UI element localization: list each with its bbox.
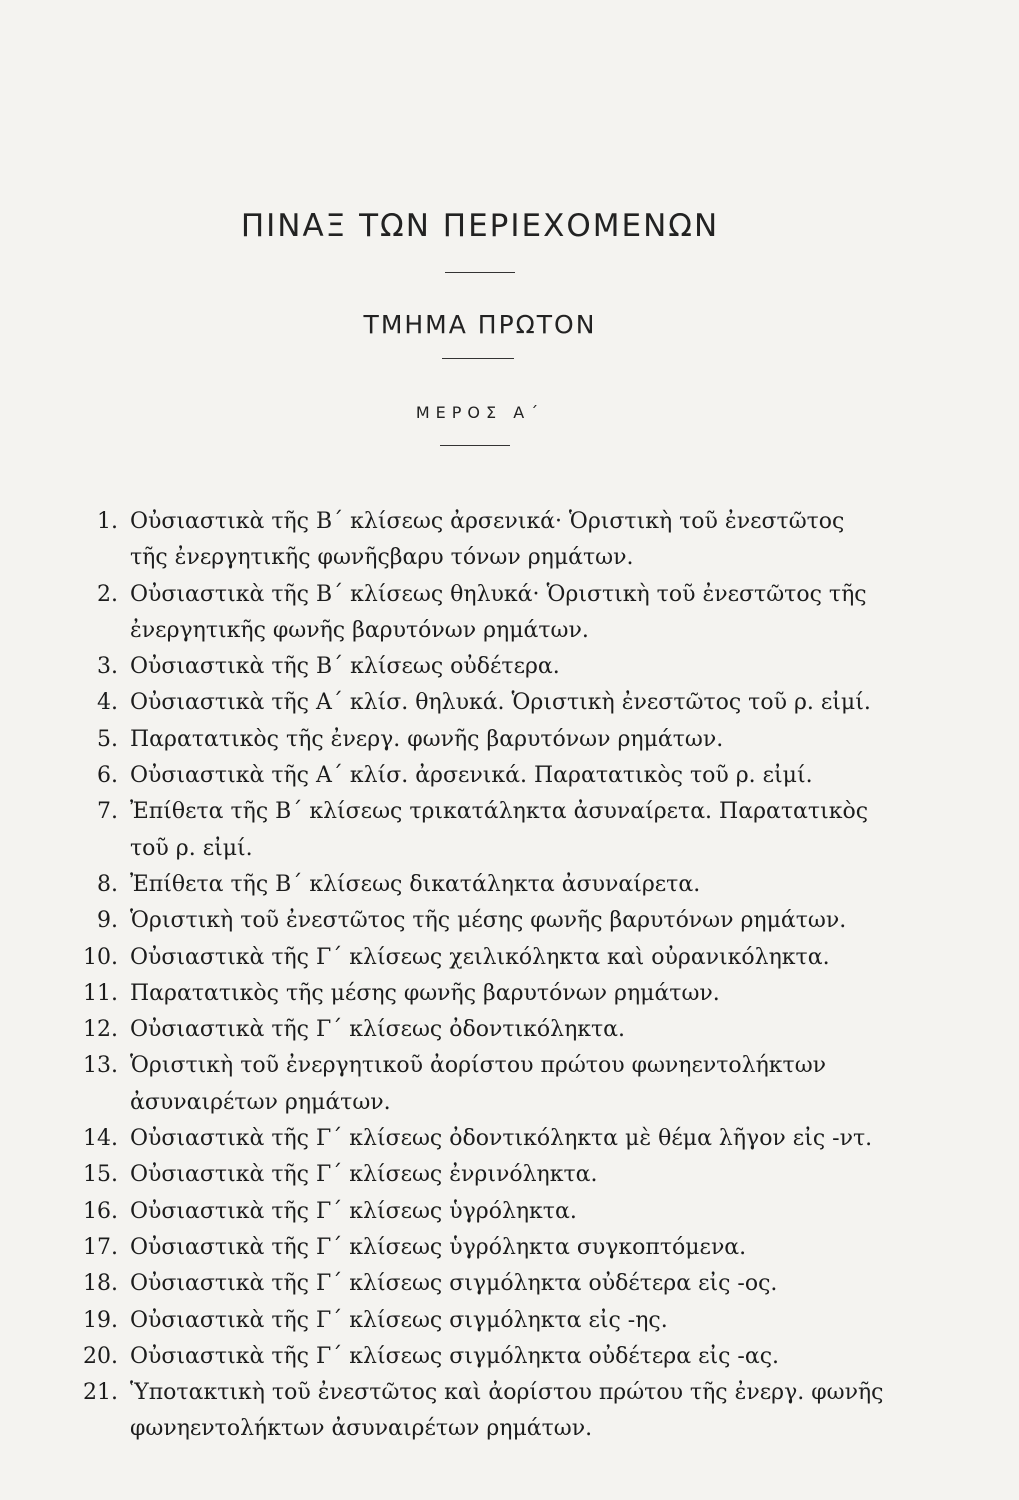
toc-line <box>0 1375 1019 1411</box>
toc-line <box>0 613 1019 649</box>
toc-entry-title: Οὐσιαστικὰ τῆς Β΄ κλίσεως ἀρσενικά· Ὁριστικὴ τοῦ ἐνεστῶτος <box>130 509 845 534</box>
toc-entry <box>0 1194 1019 1230</box>
toc-entry-title: Ὑποτακτικὴ τοῦ ἐνεστῶτος καὶ ἀορίστου πρώτου τῆς ἐνεργ. φωνῆς <box>130 1380 884 1406</box>
toc-line <box>0 940 1019 976</box>
toc-entry-continuation: φωνηεντολήκτων ἀσυναιρέτων ρημάτων. <box>130 1416 593 1442</box>
toc-entry <box>0 1048 1019 1121</box>
toc-line <box>0 758 1019 794</box>
toc-entry-number: 11. <box>83 980 118 1006</box>
toc-entry-title: Οὐσιαστικὰ τῆς Β΄ κλίσεως οὐδέτερα. <box>130 654 560 680</box>
toc-entry <box>0 577 1019 650</box>
toc-entry-number: 14. <box>83 1126 118 1152</box>
toc-entry-continuation: ἐνεργητικῆς φωνῆς βαρυτόνων ρημάτων. <box>130 617 589 643</box>
toc-entry-number: 18. <box>83 1271 118 1297</box>
toc-line <box>0 1048 1019 1084</box>
toc-entry-number: 19. <box>83 1307 118 1333</box>
toc-entry-number: 5. <box>97 726 118 752</box>
toc-entry-title: Οὐσιαστικὰ τῆς Γ΄ κλίσεως σιγμόληκτα εἰς -ης. <box>130 1307 668 1333</box>
toc-entry-title: Ἐπίθετα τῆς Β΄ κλίσεως δικατάληκτα ἀσυναίρετα. <box>130 871 701 897</box>
toc-line <box>0 1411 1019 1447</box>
toc-entry-number: 10. <box>83 944 118 970</box>
toc-entry-number: 2. <box>97 581 118 607</box>
toc-entry-continuation: τῆς ἐνεργητικῆς φωνῆςβαρυ τόνων ρημάτων. <box>130 545 634 571</box>
toc-entry-number: 1. <box>97 509 118 534</box>
toc-line <box>0 1157 1019 1193</box>
toc-line <box>0 794 1019 830</box>
toc-line <box>0 1194 1019 1230</box>
toc-entry-number: 6. <box>97 763 118 789</box>
table-of-contents <box>0 504 1019 1448</box>
toc-entry-number: 21. <box>83 1380 118 1406</box>
toc-line <box>0 1266 1019 1302</box>
toc-entry-title: Οὐσιαστικὰ τῆς Γ΄ κλίσεως ὑγρόληκτα. <box>130 1198 577 1224</box>
toc-entry-number: 4. <box>97 690 118 716</box>
toc-entry-title: Οὐσιαστικὰ τῆς Γ΄ κλίσεως ἐνρινόληκτα. <box>130 1162 598 1188</box>
toc-entry-title: Οὐσιαστικὰ τῆς Γ΄ κλίσεως χειλικόληκτα καὶ οὐρανικόληκτα. <box>130 944 830 970</box>
toc-entry <box>0 649 1019 685</box>
toc-line <box>0 504 1019 540</box>
toc-entry-title: Παρατατικὸς τῆς μέσης φωνῆς βαρυτόνων ρημάτων. <box>130 980 720 1006</box>
toc-entry <box>0 1230 1019 1266</box>
toc-line <box>0 867 1019 903</box>
toc-line <box>0 685 1019 721</box>
toc-entry <box>0 794 1019 867</box>
toc-entry <box>0 685 1019 721</box>
toc-entry <box>0 504 1019 577</box>
toc-entry <box>0 1339 1019 1375</box>
toc-entry-title: Οὐσιαστικὰ τῆς Γ΄ κλίσεως σιγμόληκτα οὐδέτερα εἰς -ας. <box>130 1343 780 1369</box>
section-title: ΤΜΗΜΑ ΠΡΩΤΟΝ <box>363 310 597 339</box>
toc-entry-title: Ὁριστικὴ τοῦ ἐνεστῶτος τῆς μέσης φωνῆς βαρυτόνων ρημάτων. <box>130 908 847 934</box>
toc-entry-number: 17. <box>83 1234 118 1260</box>
title-divider <box>445 272 515 273</box>
toc-entry-title: Παρατατικὸς τῆς ἐνεργ. φωνῆς βαρυτόνων ρημάτων. <box>130 726 724 752</box>
toc-entry-number: 13. <box>83 1053 118 1079</box>
toc-line <box>0 540 1019 576</box>
toc-entry <box>0 1266 1019 1302</box>
toc-entry <box>0 976 1019 1012</box>
toc-entry-number: 20. <box>83 1343 118 1369</box>
toc-line <box>0 976 1019 1012</box>
toc-line <box>0 1121 1019 1157</box>
toc-entry <box>0 1121 1019 1157</box>
toc-entry-title: Οὐσιαστικὰ τῆς Γ΄ κλίσεως σιγμόληκτα οὐδέτερα εἰς -ος. <box>130 1271 778 1297</box>
toc-entry-title: Ἐπίθετα τῆς Β΄ κλίσεως τρικατάληκτα ἀσυναίρετα. Παρατατικὸς <box>130 799 869 825</box>
toc-line <box>0 831 1019 867</box>
toc-line <box>0 1230 1019 1266</box>
toc-entry-number: 3. <box>97 654 118 680</box>
toc-entry <box>0 1303 1019 1339</box>
section-divider <box>442 358 514 359</box>
toc-entry-title: Οὐσιαστικὰ τῆς Β΄ κλίσεως θηλυκά· Ὁριστικὴ τοῦ ἐνεστῶτος τῆς <box>130 581 867 607</box>
toc-entry-title: Οὐσιαστικὰ τῆς Γ΄ κλίσεως ὀδοντικόληκτα. <box>130 1017 626 1043</box>
toc-line <box>0 722 1019 758</box>
toc-entry-number: 8. <box>97 871 118 897</box>
toc-entry <box>0 940 1019 976</box>
toc-entry-title: Οὐσιαστικὰ τῆς Γ΄ κλίσεως ὀδοντικόληκτα μὲ θέμα λῆγον εἰς -ντ. <box>130 1126 873 1152</box>
page-title: ΠΙΝΑΞ ΤΩΝ ΠΕΡΙΕΧΟΜΕΝΩΝ <box>240 208 720 244</box>
toc-entry-title: Οὐσιαστικὰ τῆς Α΄ κλίσ. ἀρσενικά. Παρατατικὸς τοῦ ρ. εἰμί. <box>130 763 813 789</box>
toc-entry-title: Οὐσιαστικὰ τῆς Α΄ κλίσ. θηλυκά. Ὁριστικὴ ἐνεστῶτος τοῦ ρ. εἰμί. <box>130 690 871 716</box>
toc-line <box>0 1339 1019 1375</box>
toc-line <box>0 1012 1019 1048</box>
toc-line <box>0 1085 1019 1121</box>
toc-line <box>0 649 1019 685</box>
toc-entry-number: 9. <box>97 908 118 934</box>
toc-entry-number: 7. <box>97 799 118 825</box>
toc-entry <box>0 758 1019 794</box>
toc-entry-number: 15. <box>83 1162 118 1188</box>
toc-line <box>0 1303 1019 1339</box>
toc-line <box>0 903 1019 939</box>
toc-entry <box>0 722 1019 758</box>
toc-entry-title: Οὐσιαστικὰ τῆς Γ΄ κλίσεως ὑγρόληκτα συγκοπτόμενα. <box>130 1234 747 1260</box>
toc-entry <box>0 1012 1019 1048</box>
part-title: ΜΕΡΟΣ Α΄ <box>415 403 545 422</box>
toc-entry <box>0 867 1019 903</box>
toc-entry-continuation: ἀσυναιρέτων ρημάτων. <box>130 1089 391 1115</box>
toc-entry <box>0 903 1019 939</box>
toc-entry <box>0 1375 1019 1448</box>
toc-entry-continuation: τοῦ ρ. εἰμί. <box>130 835 253 861</box>
toc-entry <box>0 1157 1019 1193</box>
part-divider <box>440 445 510 446</box>
toc-entry-number: 16. <box>83 1198 118 1224</box>
toc-line <box>0 577 1019 613</box>
toc-entry-number: 12. <box>83 1017 118 1043</box>
toc-entry-title: Ὁριστικὴ τοῦ ἐνεργητικοῦ ἀορίστου πρώτου φωνηεντολήκτων <box>130 1053 827 1079</box>
